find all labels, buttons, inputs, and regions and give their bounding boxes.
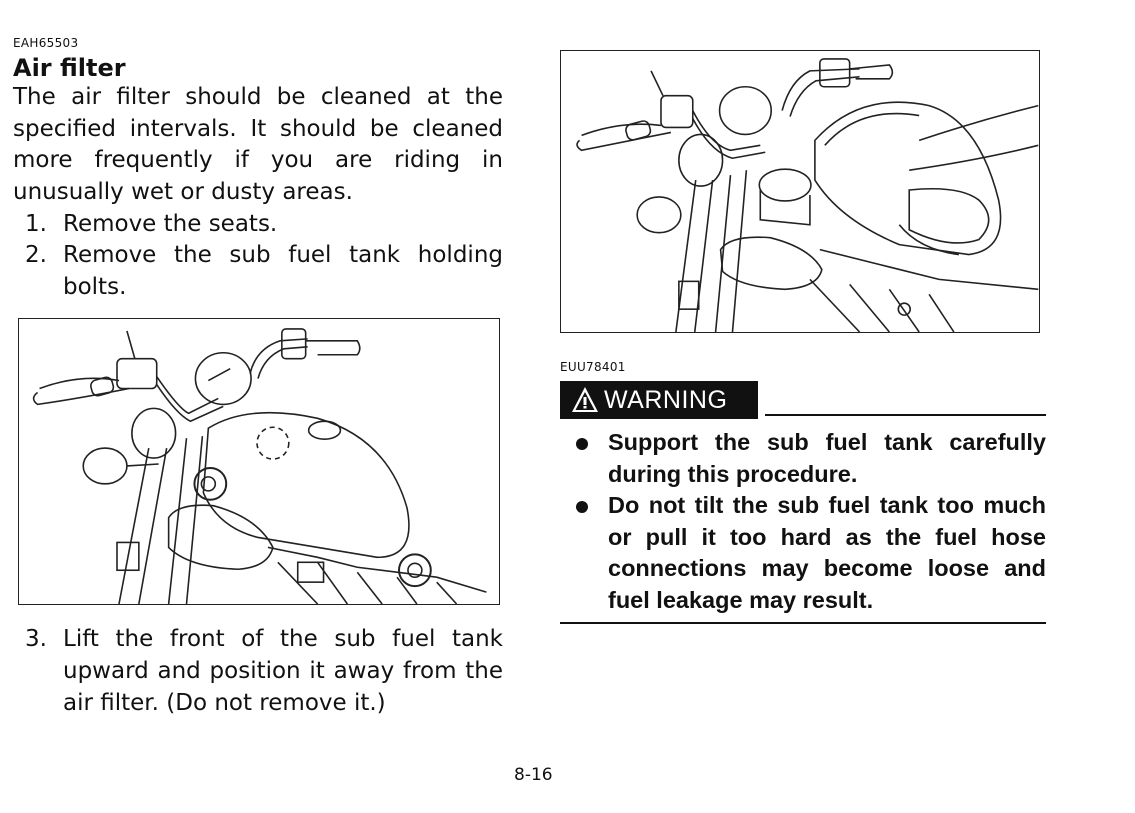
section-heading: Air filter <box>13 54 126 82</box>
intro-paragraph: The air filter should be cleaned at the specified intervals. It should be cleaned more frequently if you are riding in unusually wet or dusty areas. <box>13 84 503 205</box>
warning-label: WARNING <box>604 385 728 414</box>
page-number: 8-16 <box>514 765 553 785</box>
warning-text: Support the sub fuel tank carefully during this procedure. <box>608 429 1046 487</box>
step-number: 2. <box>25 242 47 268</box>
step-text: Remove the seats. <box>63 211 278 237</box>
step-2 <box>25 239 503 303</box>
figure-sub-fuel-tank-bolts <box>18 318 500 605</box>
warning-triangle-icon <box>570 385 600 415</box>
motorcycle-sub-fuel-tank-bolts-illustration <box>19 319 499 604</box>
step-1 <box>25 208 503 240</box>
warning-bottom-rule <box>560 622 1046 624</box>
warning-text: Do not tilt the sub fuel tank too much or pull it too hard as the fuel hose connections may become loose and fuel leakage may result. <box>608 492 1046 613</box>
warning-item <box>560 490 1046 616</box>
section-code: EAH65503 <box>13 36 79 50</box>
warning-code: EUU78401 <box>560 360 626 374</box>
warning-header <box>560 381 1046 421</box>
step-number: 3. <box>25 626 47 652</box>
figure-lift-sub-fuel-tank <box>560 50 1040 333</box>
warning-rule <box>765 414 1046 416</box>
bullet-icon <box>576 438 588 450</box>
warning-badge <box>560 381 758 419</box>
step-text: Remove the sub fuel tank holding bolts. <box>63 242 503 300</box>
lifting-sub-fuel-tank-illustration <box>561 51 1039 332</box>
bullet-icon <box>576 501 588 513</box>
warning-item <box>560 427 1046 490</box>
step-3 <box>25 623 503 719</box>
step-text: Lift the front of the sub fuel tank upward and position it away from the air filter. (Do not remove it.) <box>63 626 503 716</box>
step-number: 1. <box>25 211 47 237</box>
warning-list <box>560 427 1046 616</box>
